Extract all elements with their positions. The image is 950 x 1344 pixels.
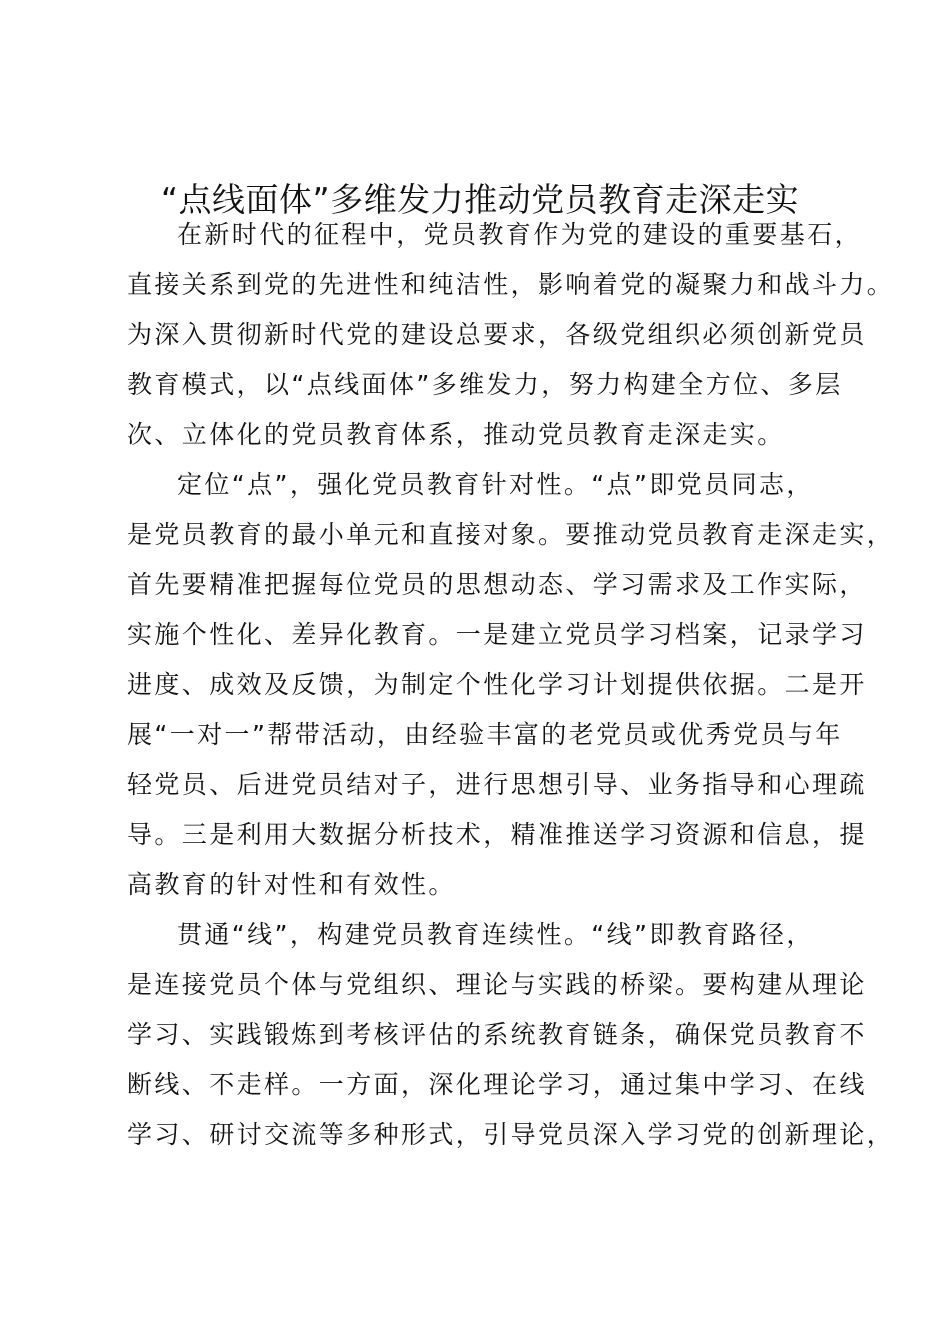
text-line: 高教育的针对性和有效性。 bbox=[127, 870, 456, 899]
text-line: 导。三是利用大数据分析技术，精准推送学习资源和信息，提 bbox=[127, 820, 867, 849]
paragraph-intro bbox=[127, 210, 895, 460]
text-line: 为深入贯彻新时代党的建设总要求，各级党组织必须创新党员 bbox=[127, 320, 867, 349]
text-line: 是党员教育的最小单元和直接对象。要推动党员教育走深走实， bbox=[127, 520, 895, 549]
text-line: 直接关系到党的先进性和纯洁性，影响着党的凝聚力和战斗力。 bbox=[127, 270, 895, 299]
text-line: 定位“点”，强化党员教育针对性。“点”即党员同志， bbox=[177, 470, 814, 499]
text-line: 次、立体化的党员教育体系，推动党员教育走深走实。 bbox=[127, 420, 785, 449]
text-line: 贯通“线”，构建党员教育连续性。“线”即教育路径， bbox=[177, 920, 814, 949]
text-line: 教育模式，以“点线面体”多维发力，努力构建全方位、多层 bbox=[127, 370, 843, 399]
document-title: “点线面体”多维发力推动党员教育走深走实 bbox=[160, 180, 800, 219]
text-line: 学习、研讨交流等多种形式，引导党员深入学习党的创新理论， bbox=[127, 1120, 895, 1149]
text-line: 轻党员、后进党员结对子，进行思想引导、业务指导和心理疏 bbox=[127, 770, 867, 799]
document-body bbox=[127, 210, 895, 1160]
text-line: 实施个性化、差异化教育。一是建立党员学习档案，记录学习 bbox=[127, 620, 867, 649]
paragraph-line bbox=[127, 910, 895, 1160]
text-line: 是连接党员个体与党组织、理论与实践的桥梁。要构建从理论 bbox=[127, 970, 867, 999]
text-line: 断线、不走样。一方面，深化理论学习，通过集中学习、在线 bbox=[127, 1070, 867, 1099]
text-line: 首先要精准把握每位党员的思想动态、学习需求及工作实际， bbox=[127, 570, 867, 599]
text-line: 展“一对一”帮带活动，由经验丰富的老党员或优秀党员与年 bbox=[127, 720, 843, 749]
text-line: 学习、实践锻炼到考核评估的系统教育链条，确保党员教育不 bbox=[127, 1020, 867, 1049]
paragraph-point bbox=[127, 460, 895, 910]
text-line: 在新时代的征程中，党员教育作为党的建设的重要基石， bbox=[177, 220, 863, 249]
text-line: 进度、成效及反馈，为制定个性化学习计划提供依据。二是开 bbox=[127, 670, 867, 699]
